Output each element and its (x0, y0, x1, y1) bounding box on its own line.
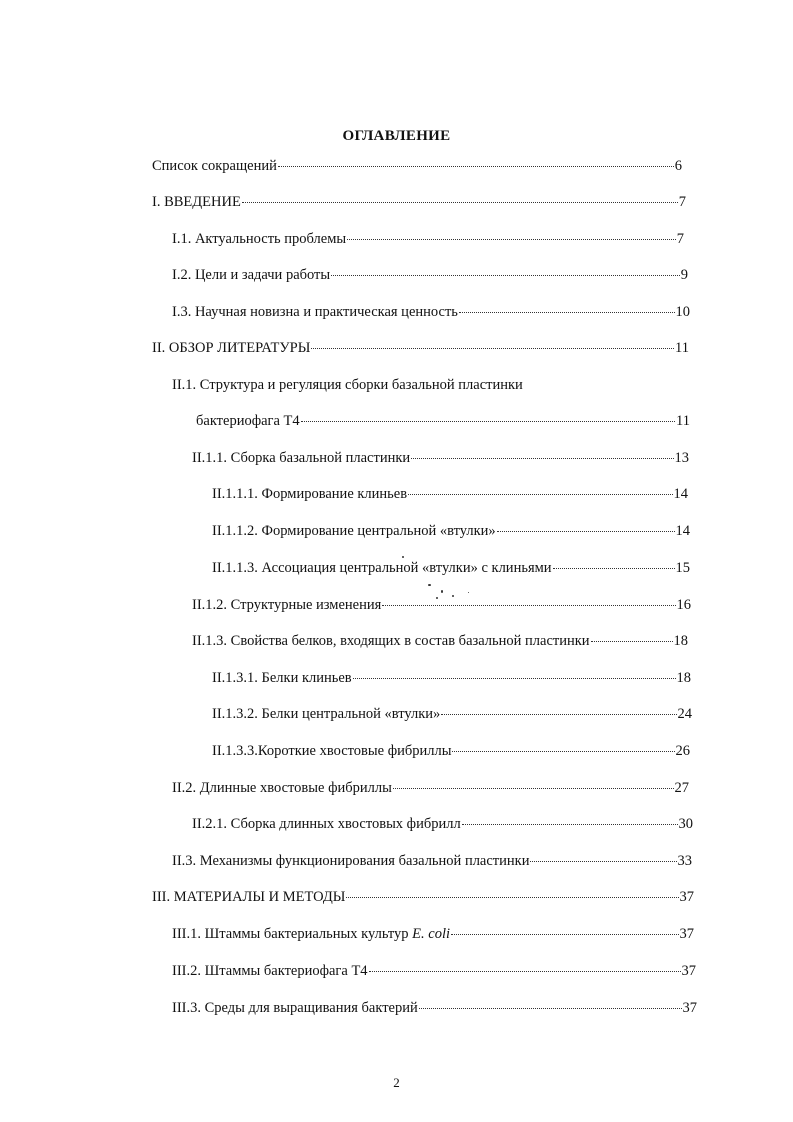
toc-dot-leader (369, 971, 681, 972)
toc-entry-label: II.1.3.1. Белки клиньев (212, 670, 352, 686)
toc-entry-label: II.1.1.3. Ассоциация центральной «втулки» с клиньями (212, 560, 552, 576)
toc-entry (192, 595, 691, 615)
toc-entry-page: 16 (676, 597, 691, 613)
toc-dot-leader (331, 275, 680, 276)
toc-entry-page: 11 (675, 340, 689, 356)
toc-entry-label: III.2. Штаммы бактериофага Т4 (172, 963, 368, 979)
toc-entry (212, 704, 692, 724)
toc-entry (172, 229, 684, 249)
toc-entry (172, 924, 694, 944)
toc-entry-label: III.3. Среды для выращивания бактерий (172, 1000, 418, 1016)
toc-dot-leader (242, 202, 678, 203)
toc-entry-label: II.1.3.2. Белки центральной «втулки» (212, 706, 441, 722)
toc-entry-label: II.1.1.1. Формирование клиньев (212, 486, 408, 502)
toc-entry-page: 14 (675, 523, 690, 539)
toc-dot-leader (530, 861, 676, 862)
toc-dot-leader (408, 494, 672, 495)
toc-entry (172, 998, 697, 1018)
toc-entry (212, 558, 690, 578)
toc-entry-page: 37 (679, 889, 694, 905)
toc-entry (172, 375, 700, 395)
toc-entry-label: II.3. Механизмы функционирования базальной пластинки (172, 853, 530, 869)
toc-entry-label: I.1. Актуальность проблемы (172, 231, 347, 247)
toc-entry-page: 37 (681, 963, 696, 979)
toc-entry-label: I.3. Научная новизна и практическая ценность (172, 304, 458, 320)
toc-entry (212, 484, 688, 504)
toc-dot-leader (553, 568, 675, 569)
toc-entry (212, 741, 690, 761)
toc-entry (196, 411, 690, 431)
toc-entry-label: II.1.2. Структурные изменения (192, 597, 382, 613)
toc-entry (192, 814, 693, 834)
toc-entry-page: 27 (674, 780, 689, 796)
toc-entry-label: II.1.1.2. Формирование центральной «втулки» (212, 523, 496, 539)
toc-entry-label: III.1. Штаммы бактериальных культур E. coli (172, 926, 451, 942)
toc-entry-page: 37 (679, 926, 694, 942)
toc-entry-label: бактериофага Т4 (196, 413, 300, 429)
toc-entry-label: II. ОБЗОР ЛИТЕРАТУРЫ (152, 340, 311, 356)
toc-entry-page: 37 (682, 1000, 697, 1016)
toc-entry-label: II.2.1. Сборка длинных хвостовых фибрилл (192, 816, 461, 832)
toc-entry-page: 30 (678, 816, 693, 832)
toc-dot-leader (497, 531, 675, 532)
toc-dot-leader (278, 166, 674, 167)
toc-entry-page: 33 (677, 853, 692, 869)
toc-dot-leader (591, 641, 673, 642)
toc-dot-leader (382, 605, 675, 606)
toc-entry-page: 18 (673, 633, 688, 649)
toc-dot-leader (353, 678, 676, 679)
toc-entry (172, 851, 692, 871)
toc-dot-leader (347, 239, 676, 240)
page-title: ОГЛАВЛЕНИЕ (342, 128, 451, 144)
toc-entry-page: 15 (675, 560, 690, 576)
toc-entry (172, 961, 696, 981)
toc-entry (172, 265, 688, 285)
toc-entry-label: II.1.3.3.Короткие хвостовые фибриллы (212, 743, 452, 759)
toc-entry (152, 887, 694, 907)
toc-dot-leader (301, 421, 675, 422)
toc-dot-leader (451, 934, 678, 935)
toc-dot-leader (393, 788, 674, 789)
toc-dot-leader (411, 458, 673, 459)
toc-entry (152, 338, 689, 358)
toc-entry-page: 7 (678, 194, 686, 210)
toc-entry-label: I. ВВЕДЕНИЕ (152, 194, 241, 210)
toc-entry-page: 10 (675, 304, 690, 320)
toc-dot-leader (441, 714, 676, 715)
toc-entry-label: III. МАТЕРИАЛЫ И МЕТОДЫ (152, 889, 346, 905)
toc-entry-label: Список сокращений (152, 158, 277, 174)
toc-dot-leader (452, 751, 674, 752)
toc-entry (152, 192, 686, 212)
toc-entry-page: 13 (674, 450, 689, 466)
toc-entry-page: 11 (676, 413, 690, 429)
toc-entry-page: 26 (675, 743, 690, 759)
toc-entry-label: II.1.1. Сборка базальной пластинки (192, 450, 411, 466)
toc-entry-page: 18 (676, 670, 691, 686)
toc-dot-leader (459, 312, 675, 313)
toc-entry-page: 9 (680, 267, 688, 283)
toc-entry-page: 6 (674, 158, 682, 174)
toc-dot-leader (462, 824, 678, 825)
toc-entry-page: 24 (677, 706, 692, 722)
toc-entry-page: 7 (676, 231, 684, 247)
toc-dot-leader (346, 897, 678, 898)
toc-entry (212, 521, 690, 541)
toc-dot-leader (419, 1008, 682, 1009)
toc-entry (172, 778, 689, 798)
toc-entry-label: II.1.3. Свойства белков, входящих в состав базальной пластинки (192, 633, 590, 649)
toc-entry (172, 302, 690, 322)
toc-entry (212, 668, 691, 688)
page-number: 2 (393, 1075, 400, 1090)
toc-entry-label: II.1. Структура и регуляция сборки базальной пластинки (172, 377, 523, 393)
toc-entry (192, 631, 688, 651)
toc-entry-label: I.2. Цели и задачи работы (172, 267, 331, 283)
toc-entry (152, 156, 682, 176)
toc-entry-label: II.2. Длинные хвостовые фибриллы (172, 780, 392, 796)
toc-entry-page: 14 (673, 486, 688, 502)
toc-dot-leader (311, 348, 674, 349)
toc-entry (192, 448, 689, 468)
